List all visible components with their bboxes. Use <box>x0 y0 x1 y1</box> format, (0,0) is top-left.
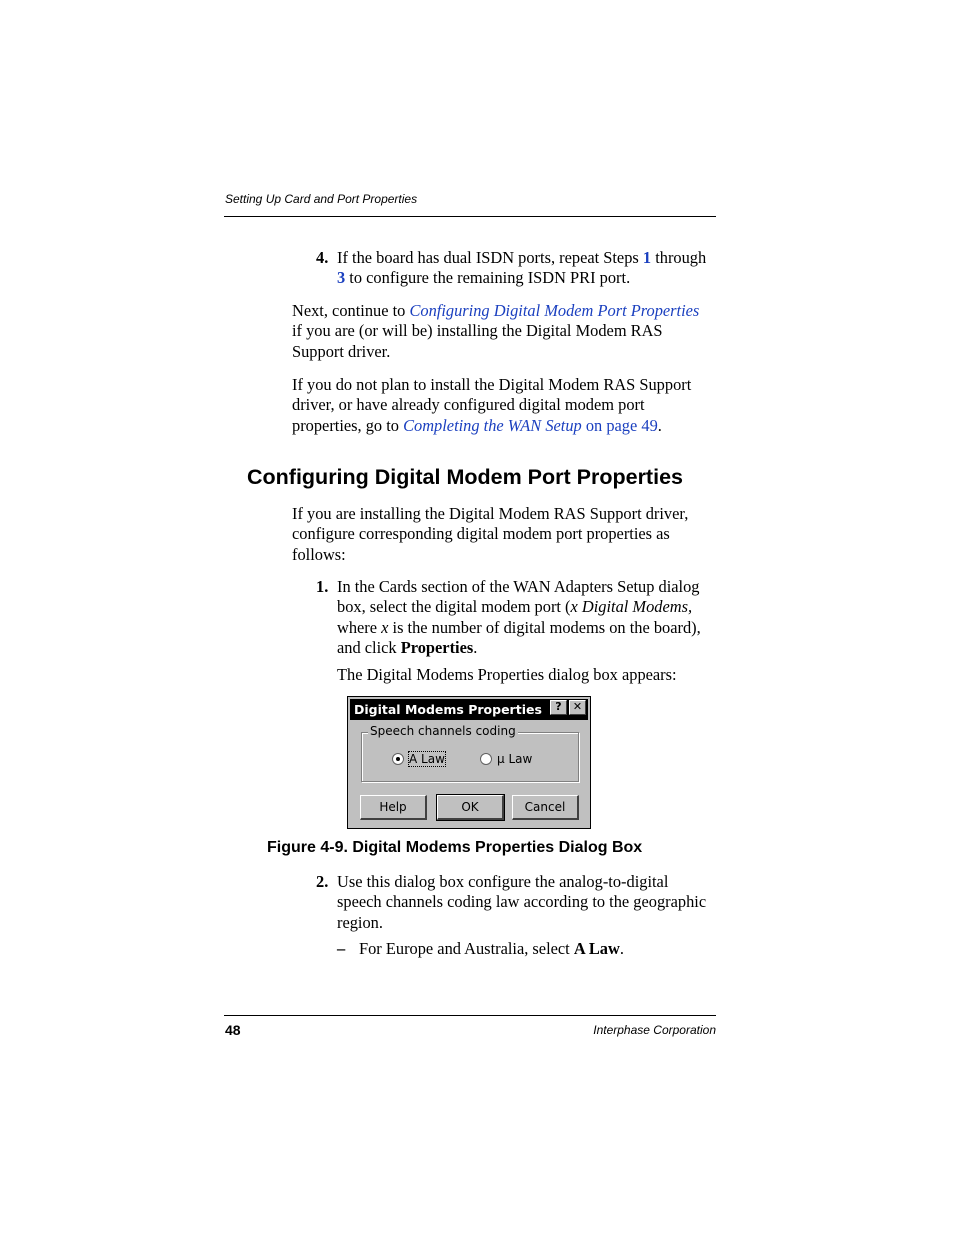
header-rule <box>224 216 716 217</box>
configuring-link[interactable]: Configuring Digital Modem Port Properties <box>409 301 700 320</box>
bullet-text: For Europe and Australia, select A Law. <box>359 939 624 958</box>
page-number: 48 <box>225 1022 241 1038</box>
step1-number: 1. <box>316 577 329 596</box>
a-law-label[interactable]: A Law <box>409 752 445 766</box>
step2-text: Use this dialog box configure the analog-to-digital speech channels coding law according to the geographic region. <box>337 872 707 932</box>
completing-link[interactable]: Completing the WAN Setup on page 49 <box>403 415 658 435</box>
step4-number: 4. <box>316 248 329 267</box>
paragraph-next: Next, continue to Configuring Digital Modem Port Properties if you are (or will be) installing the Digital Modem RAS Support driver. <box>292 301 700 361</box>
dialog-title: Digital Modems Properties <box>354 702 542 717</box>
close-icon[interactable]: ✕ <box>569 700 586 715</box>
bullet-dash: – <box>337 939 346 958</box>
a-law-radio[interactable] <box>392 753 404 765</box>
company-name: Interphase Corporation <box>593 1023 716 1037</box>
step-ref-3-link[interactable]: 3 <box>337 268 346 288</box>
figure-caption: Figure 4-9. Digital Modems Properties Dialog Box <box>267 839 643 856</box>
paragraph-intro: If you are installing the Digital Modem RAS Support driver, configure corresponding digital modem port properties as follows: <box>292 504 689 564</box>
running-header: Setting Up Card and Port Properties <box>225 192 418 206</box>
paragraph-skip: If you do not plan to install the Digital Modem RAS Support driver, or have already configured digital modem port properties, go to Completing the WAN Setup on page 49. <box>292 375 692 435</box>
step4-text: If the board has dual ISDN ports, repeat Steps 1 through 3 to configure the remaining ISDN PRI port. <box>337 248 707 288</box>
step2-number: 2. <box>316 872 329 891</box>
mu-law-label[interactable]: μ Law <box>497 752 533 766</box>
digital-modems-properties-dialog <box>347 696 591 829</box>
radio-selected-dot <box>396 757 400 761</box>
help-icon[interactable]: ? <box>550 700 567 715</box>
step1-text: In the Cards section of the WAN Adapters Setup dialog box, select the digital modem port (x Digital Modems, where x is the number of digital modems on the board), and click Properties. <box>337 577 701 657</box>
ok-button[interactable]: OK <box>437 795 504 820</box>
cancel-button[interactable]: Cancel <box>512 795 579 820</box>
speech-coding-label: Speech channels coding <box>370 724 516 738</box>
step-ref-1-link[interactable]: 1 <box>642 248 652 267</box>
mu-law-radio[interactable] <box>480 753 492 765</box>
footer-rule <box>224 1015 716 1016</box>
help-button[interactable]: Help <box>360 795 427 820</box>
dialog-appears-text: The Digital Modems Properties dialog box appears: <box>337 665 677 684</box>
section-heading: Configuring Digital Modem Port Properties <box>247 465 683 489</box>
